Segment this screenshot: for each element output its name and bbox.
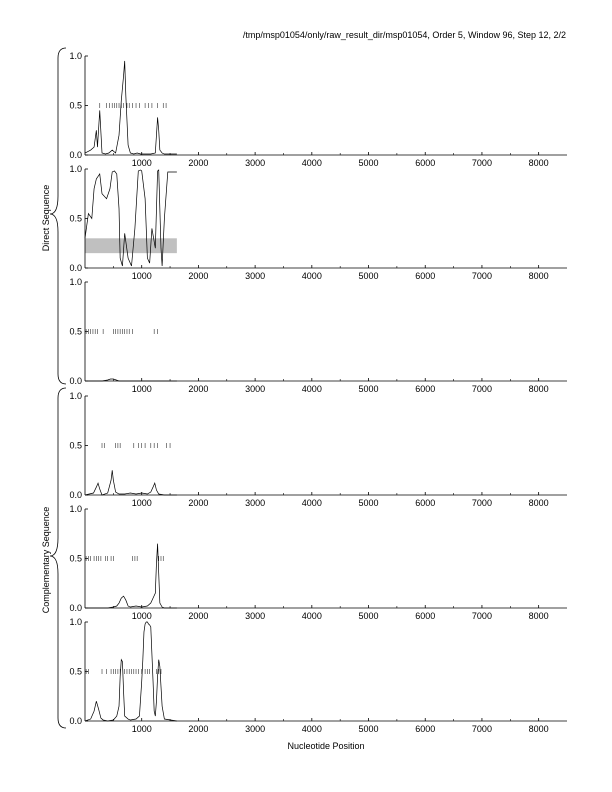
panel-4	[69, 391, 567, 508]
x-tick-label: 2000	[188, 384, 209, 394]
y-tick-label: 1.0	[69, 391, 82, 401]
x-tick-label: 8000	[528, 498, 549, 508]
x-tick-label: 8000	[528, 158, 549, 168]
y-tick-label: 0.5	[69, 213, 82, 224]
y-tick-label: 1.0	[69, 277, 82, 287]
y-tick-label: 0.5	[69, 326, 82, 337]
x-tick-label: 8000	[528, 271, 549, 281]
panel-3	[69, 277, 567, 394]
x-tick-label: 7000	[471, 158, 492, 168]
x-tick-label: 7000	[471, 724, 492, 734]
y-tick-label: 0.0	[69, 150, 82, 160]
y-tick-label: 0.0	[69, 490, 82, 500]
x-tick-label: 4000	[301, 498, 322, 508]
x-tick-label: 5000	[358, 158, 379, 168]
x-tick-label: 8000	[528, 611, 549, 621]
direct-strand-label: Direct Sequence	[41, 184, 51, 252]
x-tick-label: 5000	[358, 611, 379, 621]
x-tick-label: 4000	[301, 724, 322, 734]
x-tick-label: 1000	[131, 611, 152, 621]
complementary-strand-brace	[50, 388, 66, 728]
x-tick-label: 1000	[131, 158, 152, 168]
x-tick-label: 6000	[415, 611, 436, 621]
x-tick-label: 4000	[301, 271, 322, 281]
x-tick-label: 2000	[188, 271, 209, 281]
x-tick-label: 3000	[245, 724, 266, 734]
y-tick-label: 1.0	[69, 164, 82, 174]
x-tick-label: 3000	[245, 271, 266, 281]
x-tick-label: 6000	[415, 384, 436, 394]
y-tick-label: 1.0	[69, 51, 82, 61]
x-tick-label: 6000	[415, 271, 436, 281]
x-tick-label: 3000	[245, 158, 266, 168]
y-tick-label: 0.0	[69, 376, 82, 386]
x-tick-label: 3000	[245, 384, 266, 394]
series-line	[85, 622, 177, 721]
panel-2	[69, 164, 567, 281]
x-tick-label: 2000	[188, 158, 209, 168]
y-tick-label: 0.0	[69, 263, 82, 273]
y-tick-label: 1.0	[69, 504, 82, 514]
y-tick-label: 1.0	[69, 617, 82, 627]
x-tick-label: 4000	[301, 384, 322, 394]
x-tick-label: 5000	[358, 498, 379, 508]
x-tick-label: 7000	[471, 611, 492, 621]
chart-header: /tmp/msp01054/only/raw_result_dir/msp01054, Order 5, Window 96, Step 12, 2/2	[242, 30, 566, 40]
x-tick-label: 4000	[301, 158, 322, 168]
x-tick-label: 8000	[528, 384, 549, 394]
y-tick-label: 0.5	[69, 100, 82, 111]
y-tick-label: 0.5	[69, 666, 82, 677]
panels-group	[69, 51, 567, 734]
direct-strand-brace	[50, 48, 66, 384]
x-tick-label: 5000	[358, 271, 379, 281]
series-line	[85, 544, 177, 608]
y-tick-label: 0.0	[69, 716, 82, 726]
x-tick-label: 3000	[245, 611, 266, 621]
x-tick-label: 1000	[131, 271, 152, 281]
y-tick-label: 0.5	[69, 440, 82, 451]
x-tick-label: 1000	[131, 384, 152, 394]
x-tick-label: 1000	[131, 498, 152, 508]
x-tick-label: 6000	[415, 724, 436, 734]
x-tick-label: 5000	[358, 384, 379, 394]
x-tick-label: 1000	[131, 724, 152, 734]
x-tick-label: 7000	[471, 271, 492, 281]
x-axis-title: Nucleotide Position	[287, 741, 365, 751]
x-tick-label: 4000	[301, 611, 322, 621]
y-tick-label: 0.0	[69, 603, 82, 613]
panel-1	[69, 51, 567, 168]
complementary-strand-label: Complementary Sequence	[41, 506, 51, 614]
x-tick-label: 2000	[188, 611, 209, 621]
x-tick-label: 7000	[471, 384, 492, 394]
panel-5	[69, 504, 567, 621]
y-tick-label: 0.5	[69, 553, 82, 564]
x-tick-label: 3000	[245, 498, 266, 508]
x-tick-label: 5000	[358, 724, 379, 734]
x-tick-label: 7000	[471, 498, 492, 508]
x-tick-label: 8000	[528, 724, 549, 734]
x-tick-label: 2000	[188, 724, 209, 734]
x-tick-label: 6000	[415, 498, 436, 508]
x-tick-label: 6000	[415, 158, 436, 168]
x-tick-label: 2000	[188, 498, 209, 508]
series-line	[85, 470, 177, 495]
series-line	[85, 379, 177, 381]
panel-6	[69, 617, 567, 734]
